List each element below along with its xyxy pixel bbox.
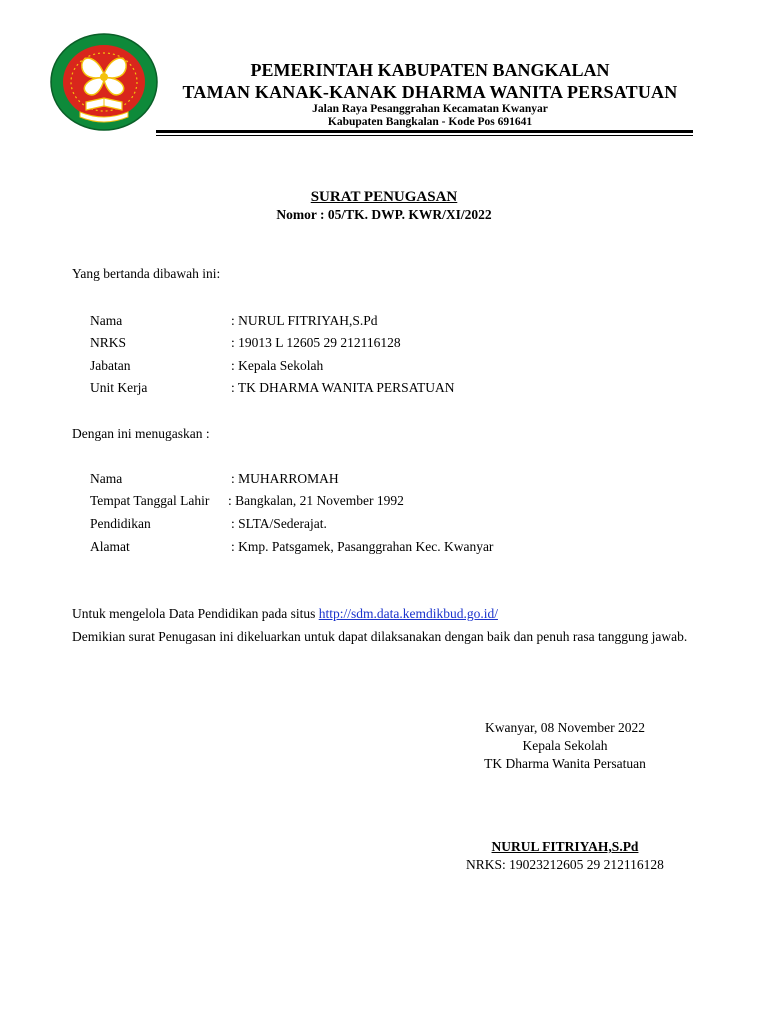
signer-value-position: : Kepala Sekolah — [231, 358, 324, 373]
letterhead-address-city: Kabupaten Bangkalan - Kode Pos 691641 — [327, 116, 533, 128]
signer-label-position: Jabatan — [90, 358, 131, 373]
signatory-block — [440, 838, 690, 874]
letterhead-divider-thin — [156, 135, 693, 136]
assignee-label-birth: Tempat Tanggal Lahir — [90, 493, 210, 508]
letterhead-government: PEMERINTAH KABUPATEN BANGKALAN — [250, 60, 610, 80]
letterhead-address-street: Jalan Raya Pesanggrahan Kecamatan Kwanyar — [312, 103, 548, 115]
sdm-link[interactable]: http://sdm.data.kemdikbud.go.id/ — [318, 606, 498, 621]
letter-title: SURAT PENUGASAN — [310, 189, 458, 205]
signatory-name: NURUL FITRIYAH,S.Pd — [491, 839, 639, 854]
signer-value-name: : NURUL FITRIYAH,S.Pd — [231, 313, 378, 328]
signer-label-nrks: NRKS — [90, 335, 127, 350]
letterhead-school-name: TAMAN KANAK-KANAK DHARMA WANITA PERSATUAN — [182, 82, 678, 102]
assignee-label-address: Alamat — [90, 539, 130, 554]
assignee-label-name: Nama — [90, 471, 123, 486]
signer-label-unit: Unit Kerja — [90, 380, 148, 395]
letterhead-divider-thick — [156, 130, 693, 133]
closing-paragraph: Demikian surat Penugasan ini dikeluarkan untuk dapat dilaksanakan dengan baik dan penuh rasa tanggung jawab. — [72, 629, 688, 644]
assignee-value-birth: : Bangkalan, 21 November 1992 — [228, 493, 404, 508]
signature-place-date: Kwanyar, 08 November 2022 — [485, 720, 645, 735]
signer-label-name: Nama — [90, 313, 123, 328]
signer-value-unit: : TK DHARMA WANITA PERSATUAN — [231, 380, 455, 395]
assignee-value-name: : MUHARROMAH — [231, 471, 339, 486]
purpose-line — [72, 606, 498, 622]
purpose-text: Untuk mengelola Data Pendidikan pada situs — [72, 606, 319, 621]
dharma-wanita-emblem-icon — [50, 32, 158, 132]
intro-text: Yang bertanda dibawah ini: — [72, 266, 221, 281]
signature-block — [440, 719, 690, 773]
signature-position: Kepala Sekolah — [522, 738, 608, 753]
signature-institution: TK Dharma Wanita Persatuan — [484, 756, 646, 771]
signer-value-nrks: : 19013 L 12605 29 212116128 — [231, 335, 401, 350]
assignee-value-address: : Kmp. Patsgamek, Pasanggrahan Kec. Kwanyar — [231, 539, 494, 554]
assignee-value-education: : SLTA/Sederajat. — [231, 516, 327, 531]
assignee-label-education: Pendidikan — [90, 516, 151, 531]
signatory-nrks: NRKS: 19023212605 29 212116128 — [466, 857, 664, 872]
letter-number: Nomor : 05/TK. DWP. KWR/XI/2022 — [276, 207, 492, 222]
assign-intro-text: Dengan ini menugaskan : — [72, 426, 210, 441]
